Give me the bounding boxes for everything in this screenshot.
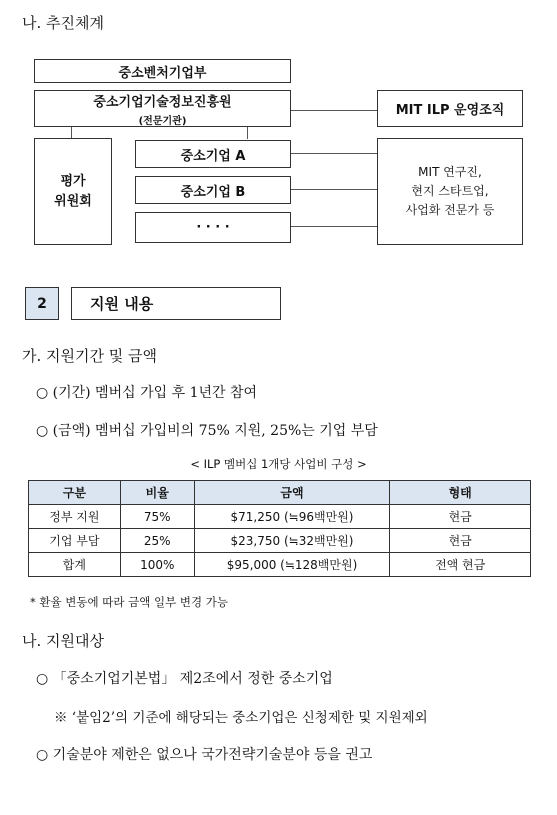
table-header-row [29, 481, 531, 505]
table-cell: 현금 [390, 529, 531, 553]
committee-label-line2: 위원회 [54, 193, 92, 209]
table-cell: $23,750 (≒32백만원) [194, 529, 390, 553]
agency-sublabel: (전문기관) [138, 115, 187, 127]
section-title-box [71, 287, 281, 320]
table-cell: 100% [120, 553, 194, 577]
table-cell: 합계 [29, 553, 121, 577]
bullet-eligible-sme: ○ 「중소기업기본법」 제2조에서 정한 중소기업 [36, 671, 333, 687]
connector-line [247, 126, 248, 139]
mit-members-line2: 현지 스타트업, [411, 184, 489, 198]
header-amount: 금액 [194, 481, 390, 505]
table-cell: 25% [120, 529, 194, 553]
connector-line [290, 226, 377, 227]
section-heading-eligibility: 나. 지원대상 [22, 632, 104, 650]
bullet-amount: ○ (금액) 멤버십 가입비의 75% 지원, 25%는 기업 부담 [36, 423, 378, 439]
mit-members-line1: MIT 연구진, [418, 165, 482, 179]
company-b-box [135, 176, 291, 204]
header-ratio: 비율 [120, 481, 194, 505]
mit-ops-label: MIT ILP 운영조직 [395, 103, 505, 118]
section-heading-structure: 나. 추진체계 [22, 14, 104, 32]
exclusion-note: ※ ‘붙임2’의 기준에 해당되는 중소기업은 신청제한 및 지원제외 [54, 710, 428, 726]
table-cell: $95,000 (≒128백만원) [194, 553, 390, 577]
company-a-box [135, 140, 291, 168]
connector-line [290, 153, 377, 154]
table-row [29, 505, 531, 529]
section-heading-period-amount: 가. 지원기간 및 금액 [22, 347, 157, 365]
more-companies-label: · · · · [196, 220, 230, 235]
committee-label-line1: 평가 [60, 173, 86, 189]
mit-members-line3: 사업화 전문가 등 [405, 203, 495, 217]
exchange-rate-note: * 환율 변동에 따라 금액 일부 변경 가능 [30, 595, 228, 609]
table-cell: 전액 현금 [390, 553, 531, 577]
table-cell: 기업 부담 [29, 529, 121, 553]
ministry-box [34, 59, 291, 83]
mit-ops-box [377, 90, 523, 127]
agency-label: 중소기업기술정보진흥원 [93, 94, 232, 110]
header-form: 형태 [390, 481, 531, 505]
table-row [29, 529, 531, 553]
company-more-box [135, 212, 291, 243]
ministry-label: 중소벤처기업부 [118, 65, 207, 81]
table-cell: 현금 [390, 505, 531, 529]
mit-members-box [377, 138, 523, 245]
bullet-tech-field: ○ 기술분야 제한은 없으나 국가전략기술분야 등을 권고 [36, 747, 373, 763]
bullet-period: ○ (기간) 멤버십 가입 후 1년간 참여 [36, 385, 258, 401]
table-cell: 정부 지원 [29, 505, 121, 529]
table-cell: 75% [120, 505, 194, 529]
section-title: 지원 내용 [90, 295, 154, 313]
cost-table [28, 480, 531, 577]
agency-box [34, 90, 291, 127]
table-caption: < ILP 멤버십 1개당 사업비 구성 > [190, 457, 367, 471]
table-cell: $71,250 (≒96백만원) [194, 505, 390, 529]
header-category: 구분 [29, 481, 121, 505]
connector-line [290, 110, 377, 111]
table-row [29, 553, 531, 577]
company-b-label: 중소기업 B [180, 184, 246, 200]
connector-line [290, 189, 377, 190]
section-number-badge: 2 [25, 287, 59, 320]
company-a-label: 중소기업 A [180, 148, 246, 164]
committee-box [34, 138, 112, 245]
